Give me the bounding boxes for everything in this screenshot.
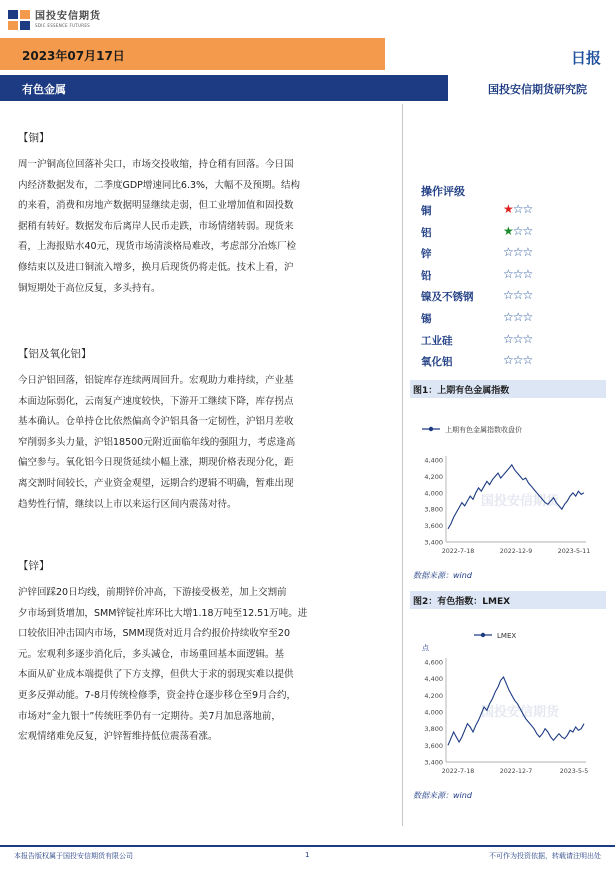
footer-rule: [0, 845, 615, 847]
text-line: 偏空参与。氧化铝今日现货延续小幅上涨，期现价格表现分化，距: [18, 457, 294, 469]
legend-label: 上期有色金属指数收盘价: [445, 426, 522, 434]
column-divider: [402, 104, 403, 826]
metal-name: 铝: [421, 226, 432, 239]
text-line: 离交割时间较长，产业资金观望，远期合约逻辑不明确，暂难出现: [18, 477, 294, 489]
figure-2-chart: [410, 612, 606, 784]
rating-row: [421, 285, 551, 307]
metal-name: 锌: [421, 248, 432, 261]
figure-1-chart: [410, 402, 606, 564]
company-logo: [8, 6, 101, 34]
chart-watermark: 国投安信期货: [480, 705, 560, 720]
rating-row: [421, 350, 551, 372]
star-filled-icon: ★: [503, 202, 513, 216]
rating-stars: [503, 202, 532, 216]
metal-name: 氧化铝: [421, 356, 453, 369]
section-heading: 【锌】: [18, 560, 50, 572]
y-tick-label: 3,800: [424, 725, 443, 734]
star-empty-icon: ☆☆: [512, 223, 533, 238]
metal-name: 镍及不锈钢: [421, 291, 474, 304]
text-line: 看，上海报贴水40元，现货市场清淡格局难改，考虑部分冶炼厂检: [18, 241, 297, 253]
section-zinc: [18, 558, 400, 748]
y-tick-label: 3,600: [424, 522, 443, 531]
figure-2-caption-bar: [410, 591, 606, 609]
rating-row: [421, 329, 551, 351]
text-line: 据稍有转好。数据发布后离岸人民币走跌，市场情绪转弱。现货来: [18, 220, 294, 232]
institute-box: [448, 75, 615, 101]
rating-stars: [503, 224, 532, 238]
metal-name: 锡: [421, 312, 432, 325]
x-tick-label: 2023-5-5: [559, 768, 589, 775]
star-empty-icon: ☆☆: [512, 202, 533, 216]
x-tick-label: 2022-7-18: [441, 548, 475, 555]
section-body: [18, 583, 400, 748]
date-bar: [0, 38, 615, 70]
text-line: 窄削弱多头力量，沪铝18500元附近面临年线的强阻力，考虑逢高: [18, 436, 296, 448]
y-tick-label: 3,800: [424, 505, 443, 514]
figure-1-caption-bar: [410, 380, 606, 398]
y-tick-label: 3,600: [424, 741, 443, 750]
rating-stars: ☆☆☆: [503, 331, 533, 346]
rating-row: [421, 199, 551, 221]
text-line: 内经济数据发布，二季度GDP增速同比6.3%，大幅不及预期。结构: [18, 179, 301, 191]
section-body: [18, 371, 400, 515]
text-line: 基本确认。仓单持仓比依然偏高令沪铝具备一定韧性，沪铝月差收: [18, 416, 294, 428]
text-line: 铜短期处于高位反复，多头持有。: [18, 282, 161, 294]
legend-marker: [481, 633, 485, 637]
text-line: 市场对“金九银十”传统旺季仍有一定期待。美7月加息落地前，: [18, 710, 281, 722]
figure-caption: 图2：有色指数：LMEX: [413, 597, 511, 607]
figure-1-source: 数据来源：wind: [413, 571, 472, 580]
rating-row: [421, 264, 551, 286]
legend-marker: [429, 427, 433, 431]
logo-name-en: SDIC ESSENCE FUTURES: [35, 23, 91, 28]
text-line: 的来看，消费和房地产数据明显继续走弱，但工业增加值和固投数: [18, 200, 294, 212]
y-tick-label: 4,200: [424, 472, 443, 481]
sector-title: 有色金属: [22, 83, 66, 96]
rating-row: [421, 242, 551, 264]
page-number: 1: [305, 851, 310, 859]
x-tick-label: 2023-5-11: [557, 548, 591, 555]
y-tick-label: 4,200: [424, 691, 443, 700]
text-line: 宏观情绪难免反复，沪锌暂维持低位震荡看涨。: [18, 731, 218, 743]
chart-watermark: 国投安信期货: [480, 494, 560, 509]
report-type: 日报: [570, 49, 601, 67]
section-copper: [18, 130, 400, 299]
sector-bar: [0, 75, 615, 101]
rating-row: [421, 221, 551, 243]
y-tick-label: 4,000: [424, 708, 443, 717]
figure-caption: 图1：上期有色金属指数: [413, 386, 510, 396]
rating-stars: ☆☆☆: [503, 288, 533, 303]
text-line: 元。宏观利多逐步消化后，多头减仓，市场重回基本面逻辑。基: [18, 648, 285, 660]
text-line: 口较依旧冲击国内市场，SMM现货对近月合约报价持续收窄至20: [18, 628, 291, 640]
y-tick-label: 4,600: [424, 658, 443, 667]
section-heading: 【铜】: [18, 132, 50, 144]
x-tick-label: 2022-12-9: [499, 548, 533, 555]
x-tick-label: 2022-12-7: [499, 768, 533, 775]
text-line: 本面从矿业成本端提供了下方支撑，但供大于求的弱现实难以提供: [18, 669, 294, 681]
figure-2-source: 数据来源：wind: [413, 791, 472, 800]
text-line: 今日沪铝回落，铝锭库存连续两周回升。宏观助力难持续，产业基: [18, 375, 294, 386]
y-tick-label: 3,400: [424, 538, 443, 547]
section-heading: 【铝及氧化铝】: [18, 348, 92, 360]
rating-list: [421, 199, 551, 372]
metal-name: 铅: [421, 269, 432, 282]
text-line: 沪锌回踩20日均线，前期锌价冲高，下游接受极差，加上交割前: [18, 587, 287, 598]
footer-disclaimer: 不可作为投资依据，转载请注明出处: [489, 852, 601, 860]
y-unit-label: 点: [422, 644, 429, 652]
text-line: 趋势性行情，继续以上市以来运行区间内震荡对待。: [18, 498, 237, 510]
logo-mark-icon: [8, 10, 30, 30]
logo-name-cn: 国投安信期货: [35, 11, 101, 22]
rating-row: [421, 307, 551, 329]
rating-title: 操作评级: [421, 185, 465, 198]
text-line: 本面边际弱化，云南复产速度较快，下游开工继续下降，库存拐点: [18, 395, 294, 407]
legend-label: LMEX: [497, 632, 517, 640]
metal-name: 铜: [421, 205, 432, 217]
institute-name: 国投安信期货研究院: [488, 83, 587, 96]
rating-stars: ☆☆☆: [503, 266, 533, 281]
star-filled-icon: ★: [503, 223, 513, 238]
y-tick-label: 4,000: [424, 489, 443, 498]
metal-name: 工业硅: [421, 334, 453, 347]
x-tick-label: 2022-7-18: [441, 768, 475, 775]
chart-2-svg: [410, 612, 606, 784]
y-tick-label: 4,400: [424, 675, 443, 684]
report-date: 2023年07月17日: [22, 49, 125, 63]
text-line: 修结束以及进口铜流入增多，换月后现货仍将走低。技术上看，沪: [18, 261, 294, 273]
section-body: [18, 155, 400, 299]
text-line: 夕市场到货增加，SMM锌锭社库环比大增1.18万吨至12.51万吨。进: [18, 607, 308, 619]
rating-stars: ☆☆☆: [503, 309, 533, 324]
footer-copyright: 本报告版权属于国投安信期货有限公司: [14, 852, 133, 860]
section-aluminium: [18, 346, 400, 515]
chart-1-svg: [410, 402, 606, 564]
rating-stars: ☆☆☆: [503, 353, 533, 368]
y-tick-label: 4,400: [424, 456, 443, 465]
text-line: 更多反弹动能。7-8月传统检修季，资金持仓逐步移仓至9月合约，: [18, 689, 297, 701]
y-tick-label: 3,400: [424, 758, 443, 767]
rating-stars: ☆☆☆: [503, 245, 533, 260]
text-line: 周一沪铜高位回落补尖口，市场交投收缩，持仓稍有回落。今日国: [18, 159, 294, 170]
